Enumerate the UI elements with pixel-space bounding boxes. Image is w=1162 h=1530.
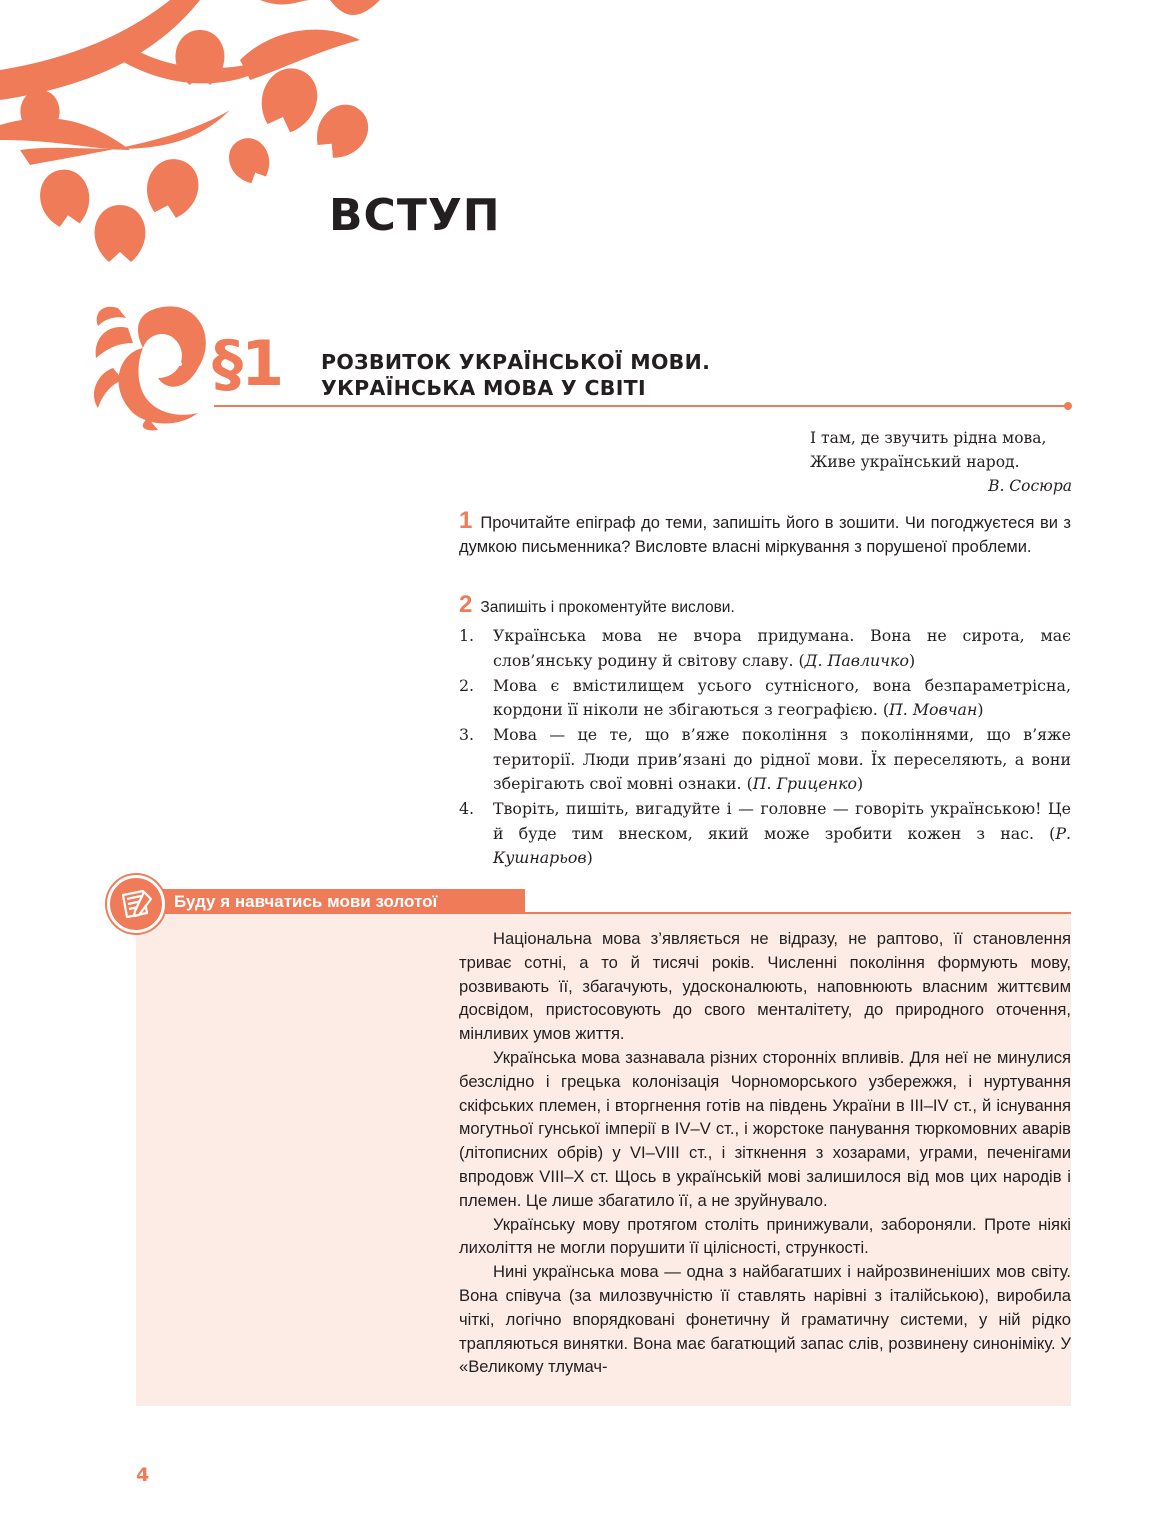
section-divider bbox=[214, 405, 1070, 407]
paragraph: Українську мову протягом століть принижували, забороняли. Проте ніякі лихоліття не могли порушити її цілісності, стрункості. bbox=[459, 1214, 1071, 1258]
task-text: Прочитайте епіграф до теми, запишіть його в зошити. Чи погоджуєтеся ви з думкою письменника? Висловте власні міркування з порушеної проблеми. bbox=[459, 514, 1071, 556]
epigraph-author: В. Сосюра bbox=[988, 477, 1072, 495]
task-number: 2 bbox=[459, 591, 473, 618]
quote-number: 3. bbox=[459, 725, 475, 744]
list-item bbox=[459, 797, 1071, 871]
quote-source: Д. Павличко bbox=[804, 650, 909, 670]
list-item bbox=[459, 674, 1071, 723]
quote-source: П. Гриценко bbox=[752, 774, 858, 793]
section-number: §1 bbox=[212, 327, 283, 400]
paragraph: Національна мова з’являється не відразу, не раптово, її становлення триває сотні, а то й тисячі років. Численні покоління формують мову, розвивають її, збагачують, удосконалюють, наповнюють власним життєвим досвідом, пристосовують до свого менталітету, до природного оточення, мінливих умов життя. bbox=[459, 929, 1071, 1044]
task-text: Запишіть і прокоментуйте вислови. bbox=[480, 599, 735, 616]
quote-number: 4. bbox=[459, 799, 475, 818]
quote-close: ) bbox=[908, 650, 916, 670]
list-item bbox=[459, 624, 1071, 673]
quote-source: П. Мовчан bbox=[889, 700, 978, 719]
rubric-divider bbox=[525, 912, 1071, 914]
section-title bbox=[321, 349, 710, 401]
paragraph: Нині українська мова — одна з найбагатших і найрозвиненіших мов світу. Вона співуча (за милозвучністю її ставлять нарівні з італійською), виробила чіткі, логічно впорядковані фонетичну й граматичну системи, у ній рідко трапляються винятки. Вона має багатющий запас слів, розвинену синоніміку. У «Великому тлумач- bbox=[459, 1262, 1071, 1377]
quote-text: Мова є вмістилищем усього сутнісного, вона безпараметрісна, кордони її ніколи не збігаються з географією. ( bbox=[493, 675, 1071, 719]
book-pencil-icon bbox=[107, 875, 165, 933]
epigraph-line: І там, де звучить рідна мова, bbox=[810, 429, 1047, 447]
quote-close: ) bbox=[586, 848, 593, 867]
quote-body bbox=[493, 723, 1071, 797]
epigraph-line: Живе український народ. bbox=[810, 453, 1020, 471]
rubric-label: Буду я навчатись мови золотої bbox=[160, 889, 525, 914]
list-item bbox=[459, 723, 1071, 797]
quote-close: ) bbox=[977, 700, 984, 719]
quote-text: Творіть, пишіть, вигадуйте і — головне — говоріть українською! Це й буде тим внеском, який може зробити кожен з нас. ( bbox=[493, 799, 1071, 843]
quote-body bbox=[493, 797, 1071, 871]
chapter-title: ВСТУП bbox=[329, 190, 501, 241]
quote-number: 2. bbox=[459, 675, 475, 695]
section-ornament-icon bbox=[88, 298, 218, 432]
quote-body bbox=[493, 624, 1071, 673]
quote-number: 1. bbox=[459, 626, 475, 645]
reading-text bbox=[459, 927, 1071, 1379]
section-divider-dot bbox=[1064, 402, 1072, 410]
quote-text: Мова — це те, що в’яже покоління з поколіннями, що в’яже території. Люди прив’язані до рідної мови. Їх переселяють, а вони зберігають свої мовні ознаки. ( bbox=[493, 725, 1071, 793]
quote-text: Українська мова не вчора придумана. Вона не сирота, має слов’янську родину й світову славу. ( bbox=[493, 626, 1071, 670]
task-1 bbox=[459, 509, 1071, 559]
epigraph bbox=[810, 426, 1072, 498]
quote-source: Р. Кушнарьов bbox=[493, 823, 1071, 867]
section-title-line: РОЗВИТОК УКРАЇНСЬКОЇ МОВИ. bbox=[321, 350, 711, 374]
quote-body bbox=[493, 674, 1071, 723]
paragraph: Українська мова зазнавала різних сторонніх впливів. Для неї не минулися безслідно і грецька колонізація Чорноморського узбережжя, і нуртування скіфських племен, і вторгнення готів на південь України в III–IV ст., й існування могутньої гунської імперії в IV–V ст., і жорстоке панування тюркомовних аварів (літописних обрів) у VI–VIII ст., і зіткнення з хозарами, уграми, печенігами впродовж VIII–X ст. Щось в українській мові залишилося від мов цих народів і племен. Це лише збагатило її, а не зруйнувало. bbox=[459, 1047, 1071, 1210]
task-2 bbox=[459, 593, 1071, 620]
section-title-line: УКРАЇНСЬКА МОВА У СВІТІ bbox=[321, 376, 646, 400]
page-number: 4 bbox=[136, 1464, 150, 1486]
quotes-list bbox=[459, 624, 1071, 871]
quote-close: ) bbox=[857, 774, 864, 793]
task-number: 1 bbox=[459, 507, 473, 534]
